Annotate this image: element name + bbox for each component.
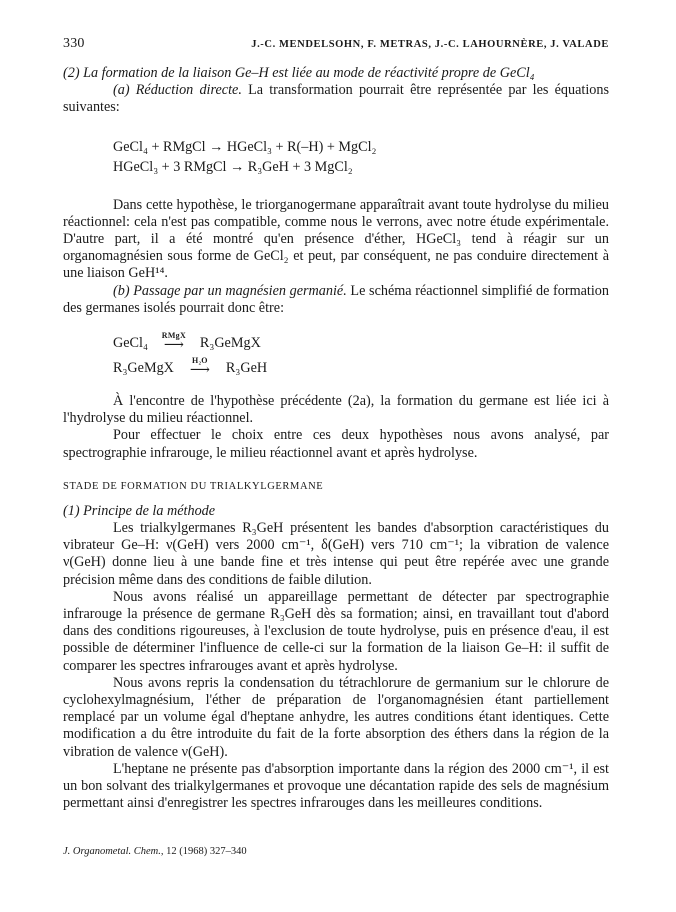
paragraph-encontre: À l'encontre de l'hypothèse précédente (2a), la formation du germane est liée ici à l'hydrolyse du milieu réactionnel. xyxy=(63,393,609,427)
subsection-1-heading: (1) Principe de la méthode xyxy=(63,502,216,519)
equations-block xyxy=(63,137,609,177)
paragraph-condensation: Nous avons repris la condensation du tétrachlorure de germanium sur le chlorure de cyclohexylmagnésium, l'éther de préparation de l'organomagnésien étant partiellement remplacé par un volume égal d'heptane anhydre, les autres conditions étant identiques. Cette modification a du être introduite du fait de la forte absorption des éthers dans la région de la vibration de valence ν(GeH). xyxy=(63,674,609,760)
equation-2: HGeCl₃ + 3 RMgCl → R₃GeH + 3 MgCl₂ xyxy=(113,158,353,175)
journal-footer: J. Organometal. Chem., 12 (1968) 327–340 xyxy=(63,846,247,857)
running-authors: J.-C. MENDELSOHN, F. METRAS, J.-C. LAHOURNÈRE, J. VALADE xyxy=(251,39,609,50)
running-header xyxy=(63,36,609,56)
paragraph-choix: Pour effectuer le choix entre ces deux hypothèses nous avons analysé, par spectrographie infrarouge, le milieu réactionnel avant et après hydrolyse. xyxy=(63,427,609,461)
page xyxy=(63,36,609,813)
paragraph-appareillage: Nous avons réalisé un appareillage permettant de détecter par spectrographie infrarouge la présence de germane R₃GeH dès sa formation; ainsi, en travaillant tout d'abord dans des conditions rigoureuses, à l'exclusion de toute hydrolyse, puis en présence d'eau, il est possible de déterminer l'influence de celle-ci sur la formation de la liaison Ge–H: il suffit de comparer les spectres infrarouges avant et après hydrolyse. xyxy=(63,588,609,674)
page-number: 330 xyxy=(63,36,85,51)
reaction-arrow-icon: H₂O ⟶ xyxy=(189,356,210,379)
paragraph-passage-magnesien: (b) Passage par un magnésien germanié. Le schéma réactionnel simplifié de formation des germanes isolés pourrait donc être: xyxy=(63,282,609,316)
scheme-step-1: GeCl₄ RMgX ⟶ R₃GeMgX xyxy=(113,331,261,354)
section-title: STADE DE FORMATION DU TRIALKYLGERMANE xyxy=(63,480,324,492)
scheme-step-2: R₃GeMgX H₂O ⟶ R₃GeH xyxy=(113,356,268,379)
paragraph-reduction-directe: (a) Réduction directe. La transformation pourrait être représentée par les équations suivantes: xyxy=(63,82,609,116)
reaction-arrow-icon: RMgX ⟶ xyxy=(161,331,187,354)
paragraph-hypothese: Dans cette hypothèse, le triorganogermane apparaîtrait avant toute hydrolyse du milieu réactionnel: cela n'est pas compatible, comme nous le verrons, avec notre étude expérimentale. D'autre part, il a été montré qu'en présence d'éther, HGeCl₃ tend à réagir sur un organomagnésien sous forme de GeCl₂ et peut, par conséquent, ne pas conduire directement à une liaison GeH¹⁴. xyxy=(63,196,609,282)
subsection-2-heading: (2) La formation de la liaison Ge–H est liée au mode de réactivité propre de GeCl₄ xyxy=(63,65,535,81)
equation-1: GeCl₄ + RMgCl → HGeCl₃ + R(–H) + MgCl₂ xyxy=(113,138,377,155)
paragraph-heptane: L'heptane ne présente pas d'absorption importante dans la région des 2000 cm⁻¹, il est un bon solvant des trialkylgermanes et provoque une décantation rapide des sels de magnésium permettant ainsi d'enregistrer les spectres infrarouges dans les meilleures conditions. xyxy=(63,760,609,812)
reaction-scheme xyxy=(113,331,609,377)
paragraph-trialkylgermanes: Les trialkylgermanes R₃GeH présentent les bandes d'absorption caractéristiques du vibrateur Ge–H: ν(GeH) vers 2000 cm⁻¹, δ(GeH) vers 710 cm⁻¹; la vibration de valence ν(GeH) donne lieu à une bande fine et très intense qui peut être repérée avec une grande précision même dans des conditions de faible dilution. xyxy=(63,520,609,588)
